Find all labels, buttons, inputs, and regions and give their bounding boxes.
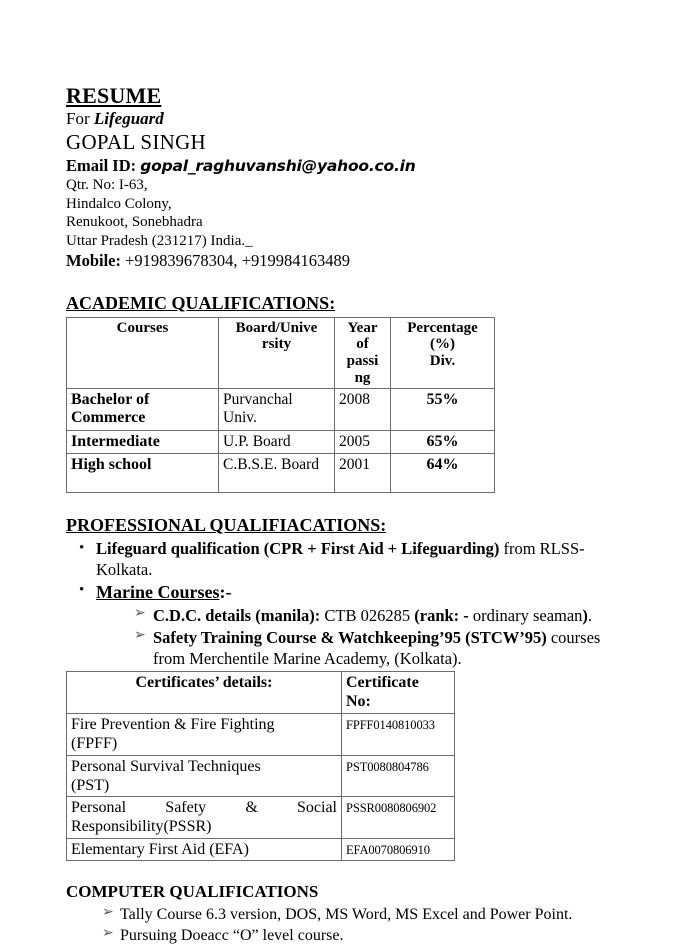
header-line: ng	[354, 370, 371, 387]
computer-skill-text: Tally Course 6.3 version, DOS, MS Word, MS Excel and Power Point.	[120, 905, 573, 923]
cell-certificate-number: PSSR0080806902	[342, 797, 455, 838]
list-item	[66, 581, 632, 669]
header-line: Percentage	[407, 319, 478, 336]
cell-certificate-name	[67, 755, 342, 796]
certificate-name-line-2: (PST)	[71, 776, 110, 794]
cdc-close-paren: )	[582, 606, 588, 626]
for-prefix: For	[66, 108, 94, 128]
header-line: Certificate	[346, 674, 419, 692]
marine-courses-heading: Marine Courses	[96, 582, 220, 603]
page-title: RESUME	[66, 83, 162, 108]
list-item	[66, 539, 632, 580]
cell-certificate-name	[67, 797, 342, 838]
cell-year: 2001	[335, 454, 391, 493]
table-row	[67, 454, 495, 493]
list-item	[66, 926, 632, 946]
cell-certificate-number: EFA0070806910	[342, 838, 455, 861]
mobile-numbers: +919839678304, +919984163489	[125, 251, 350, 271]
position-role: Lifeguard	[93, 108, 164, 128]
professional-qualifications-list	[66, 539, 632, 669]
lifeguard-qualification-source: from RLSS-Kolkata.	[96, 539, 585, 579]
column-header-certificate-no	[342, 672, 455, 714]
cdc-rank-label: (rank: -	[414, 606, 469, 626]
academic-qualifications-table	[66, 317, 495, 494]
address-line-4: Uttar Pradesh (231217) India._	[66, 232, 253, 249]
table-header-row	[67, 672, 455, 714]
cell-percentage: 65%	[391, 430, 495, 454]
certificates-table	[66, 671, 455, 861]
table-row	[67, 755, 455, 796]
stcw-course-source: courses from Merchentile Marine Academy, (Kolkata).	[153, 627, 601, 668]
stcw-course-title: Safety Training Course & Watchkeeping’95 (STCW’95)	[153, 627, 547, 647]
cell-certificate-name: Elementary First Aid (EFA)	[67, 838, 342, 861]
cdc-rank-value: ordinary seaman	[468, 606, 583, 626]
cell-certificate-name	[67, 714, 342, 755]
header-line: No:	[346, 692, 371, 710]
arrow-icon: ➢	[134, 626, 146, 643]
arrow-icon: ➢	[134, 605, 146, 622]
column-header-certificate-details: Certificates’ details:	[67, 672, 342, 714]
cell-course: Intermediate	[67, 430, 219, 454]
cdc-number: CTB 026285	[320, 606, 415, 626]
list-item	[96, 606, 632, 627]
cell-board: U.P. Board	[219, 430, 335, 454]
header-line: Board/Unive	[235, 319, 318, 336]
arrow-icon: ➢	[102, 924, 114, 941]
cell-certificate-number: PST0080804786	[342, 755, 455, 796]
header-line: passi	[346, 353, 379, 370]
certificate-name-line-1: Fire Prevention & Fire Fighting	[71, 716, 275, 734]
column-header-courses	[67, 317, 219, 388]
bullet-icon: •	[79, 582, 85, 599]
cell-course: Bachelor of Commerce	[67, 388, 219, 430]
academic-qualifications-heading: ACADEMIC QUALIFICATIONS:	[66, 292, 336, 313]
address-line-1: Qtr. No: I-63,	[66, 177, 148, 194]
column-header-board-university	[219, 317, 335, 388]
marine-courses-list	[96, 606, 632, 669]
header-line: of	[356, 336, 369, 353]
certificate-name-line-2: (FPFF)	[71, 735, 118, 753]
header-line: Div.	[429, 353, 456, 370]
certificate-name-line-1: Personal Survival Techniques	[71, 757, 261, 775]
arrow-icon: ➢	[102, 903, 114, 920]
cell-year: 2005	[335, 430, 391, 454]
column-header-year-of-passing	[335, 317, 391, 388]
professional-qualifications-heading: PROFESSIONAL QUALIFIACATIONS:	[66, 515, 387, 536]
certificate-name-line-2: Responsibility(PSSR)	[71, 817, 212, 835]
column-header-percentage	[391, 317, 495, 388]
table-row	[67, 714, 455, 755]
table-header-row	[67, 317, 495, 388]
cell-board: C.B.S.E. Board	[219, 454, 335, 493]
cell-percentage: 64%	[391, 454, 495, 493]
table-row	[67, 838, 455, 861]
certificate-name-line-1: Personal Safety & Social	[71, 799, 337, 817]
table-row	[67, 797, 455, 838]
address-line-3: Renukoot, Sonebhadra	[66, 214, 203, 231]
email-label: Email ID:	[66, 155, 137, 175]
table-row	[67, 388, 495, 430]
list-item	[66, 905, 632, 925]
document-body	[66, 84, 632, 947]
cell-year: 2008	[335, 388, 391, 430]
lifeguard-qualification-text: Lifeguard qualification (CPR + First Aid + Lifeguarding)	[96, 539, 500, 559]
header-line: (%)	[430, 336, 455, 353]
computer-qualifications-heading: COMPUTER QUALIFICATIONS	[66, 882, 319, 902]
cell-percentage: 55%	[391, 388, 495, 430]
cell-board: Purvanchal Univ.	[219, 388, 335, 430]
mobile-line	[66, 251, 632, 271]
cell-course: High school	[67, 454, 219, 493]
header-line: Courses	[116, 319, 169, 336]
position-line	[66, 109, 632, 129]
cdc-period: .	[587, 606, 593, 626]
header-line: Year	[347, 319, 378, 336]
email-line	[66, 156, 632, 175]
cdc-label: C.D.C. details (manila):	[153, 606, 321, 626]
computer-skill-text: Pursuing Doeacc “O” level course.	[120, 926, 344, 944]
cell-certificate-number: FPFF0140810033	[342, 714, 455, 755]
marine-courses-suffix: :-	[219, 582, 232, 603]
bullet-icon: •	[79, 540, 85, 557]
header-line: rsity	[261, 336, 292, 353]
candidate-name: GOPAL SINGH	[66, 129, 207, 154]
computer-qualifications-list	[66, 905, 632, 946]
email-address: gopal_raghuvanshi@yahoo.co.in	[140, 156, 416, 175]
mobile-label: Mobile:	[66, 251, 121, 271]
address-line-2: Hindalco Colony,	[66, 195, 172, 212]
table-row	[67, 430, 495, 454]
list-item	[96, 628, 632, 670]
